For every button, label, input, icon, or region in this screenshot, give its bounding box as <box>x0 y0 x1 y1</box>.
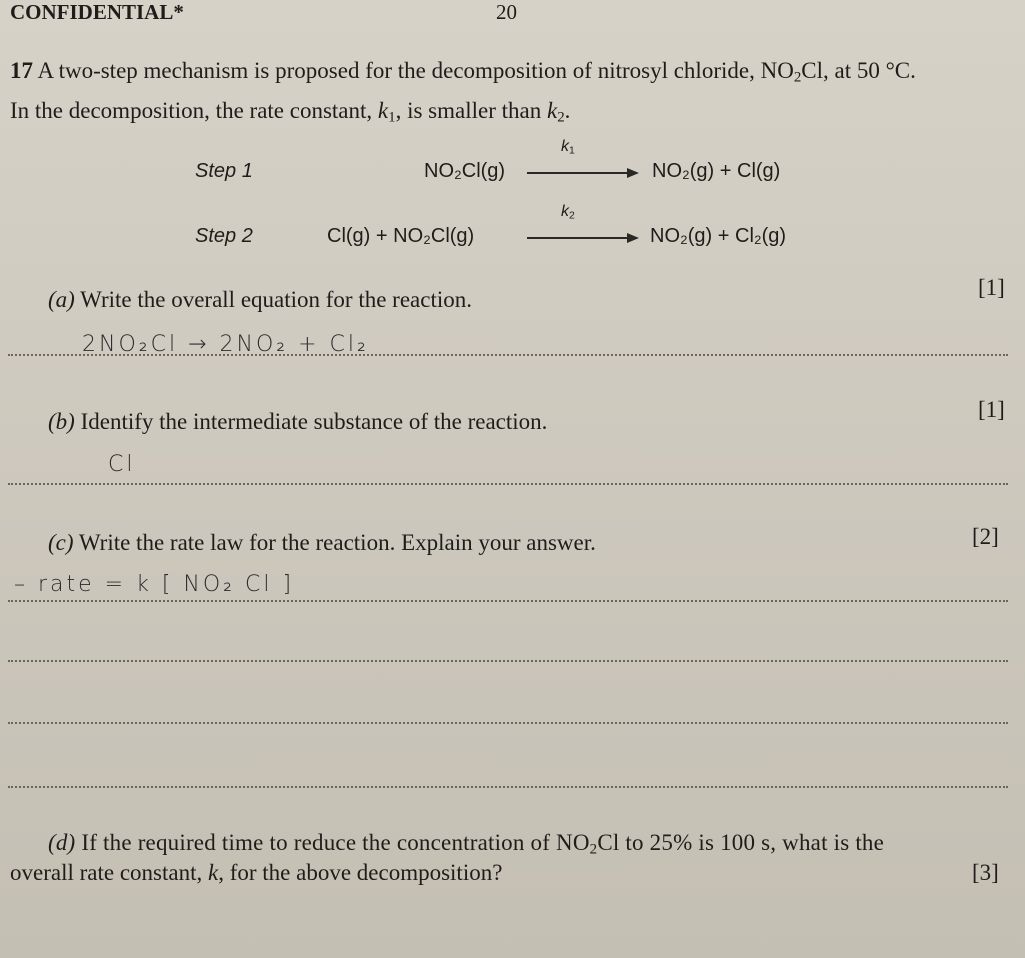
part-b-question: (b) Identify the intermediate substance of the reaction. <box>48 409 548 434</box>
question-intro-line2: In the decomposition, the rate constant, $k_1$, is smaller than $k_2$. <box>10 98 571 126</box>
part-a-answer: 2NO₂Cl → 2NO₂ + Cl₂ <box>82 332 369 357</box>
part-d-marks: [3] <box>972 860 999 885</box>
step-2-label: Step 2 <box>195 225 253 247</box>
answer-line-c2 <box>8 660 1008 662</box>
answer-line-a <box>8 354 1008 356</box>
question-intro-line1: 17 A two-step mechanism is proposed for the decomposition of nitrosyl chloride, $NO_2Cl$, at 50 °C. <box>10 58 916 86</box>
step-1-reactants: NO₂Cl(g) <box>424 160 506 182</box>
step-2-arrow <box>527 237 637 239</box>
part-d-question-line2: overall rate constant, k, for the above decomposition? <box>10 860 503 885</box>
question-number: 17 <box>10 58 33 83</box>
answer-line-c3 <box>8 722 1008 724</box>
step-1-rate-constant: $k_1$ <box>561 138 575 157</box>
part-b-answer: Cl <box>108 452 136 477</box>
part-c-answer: – rate = k [ NO₂ Cl ] <box>14 572 295 597</box>
step-1-label: Step 1 <box>195 160 253 182</box>
page-number: 20 <box>496 0 517 24</box>
part-c-marks: [2] <box>972 524 999 549</box>
answer-line-c4 <box>8 786 1008 788</box>
part-a-marks: [1] <box>978 275 1005 300</box>
step-1-arrow <box>527 172 637 174</box>
step-2-rate-constant: $k_2$ <box>561 203 575 222</box>
step-2-products: NO₂(g) + Cl₂(g) <box>650 225 787 247</box>
step-2-reactants: Cl(g) + NO₂Cl(g) <box>327 225 475 247</box>
answer-line-c1 <box>8 600 1008 602</box>
part-b-marks: [1] <box>978 397 1005 422</box>
answer-line-b <box>8 483 1008 485</box>
part-d-question-line1: (d) If the required time to reduce the concentration of $NO_2Cl$ to 25% is 100 s, what is the <box>48 830 885 858</box>
step-1-products: NO₂(g) + Cl(g) <box>652 160 781 182</box>
part-c-question: (c) Write the rate law for the reaction. Explain your answer. <box>48 530 596 555</box>
confidential-label: CONFIDENTIAL* <box>10 0 184 24</box>
part-a-question: (a) Write the overall equation for the reaction. <box>48 287 472 312</box>
